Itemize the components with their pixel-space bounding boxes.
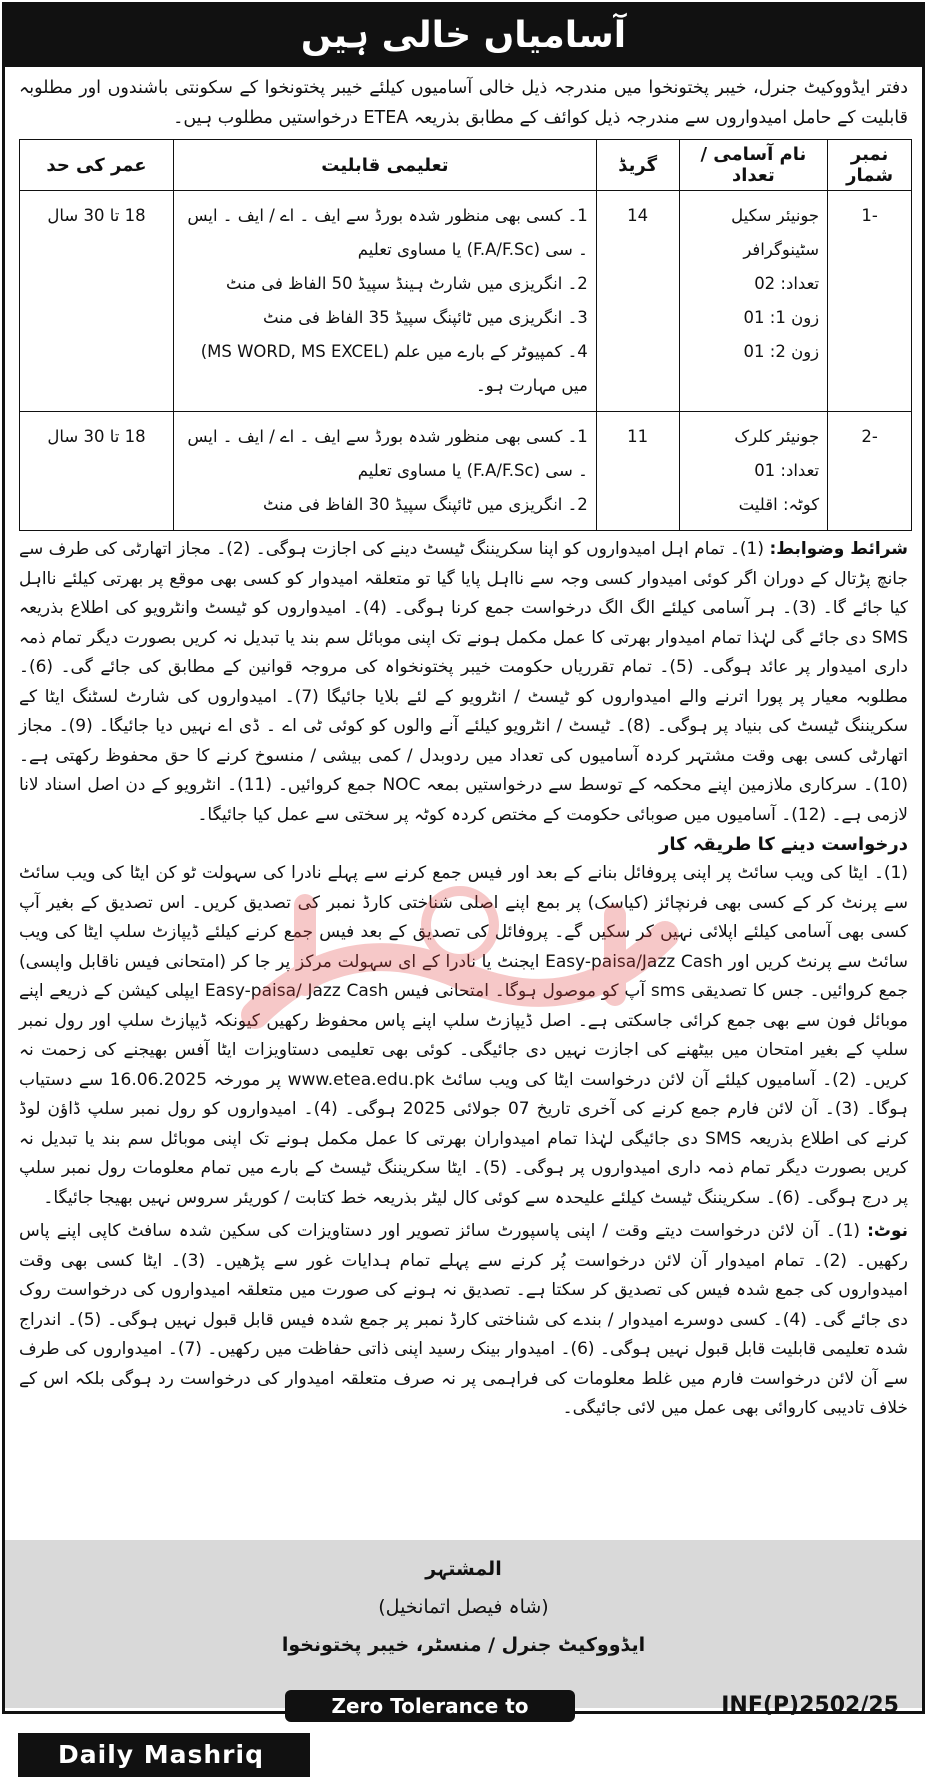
reference-number: INF(P)2502/25 bbox=[721, 1693, 899, 1718]
advertiser-label: المشتہر bbox=[425, 1558, 502, 1580]
post-count: تعداد: 01 bbox=[754, 461, 820, 480]
col-post: نام آسامی / تعداد bbox=[679, 140, 828, 191]
qualification-item: 2۔ انگریزی میں ٹائپنگ سپیڈ 30 الفاظ فی منٹ bbox=[262, 495, 588, 514]
ad-title-banner: آسامیاں خالی ہیں bbox=[5, 5, 922, 67]
terms-section bbox=[5, 531, 922, 830]
grade-cell: 11 bbox=[596, 412, 679, 531]
table-row bbox=[20, 191, 912, 412]
signature-footer bbox=[5, 1540, 922, 1708]
qualification-item: 4۔ کمپیوٹر کے بارے میں علم (MS WORD, MS EXCEL) میں مہارت ہو۔ bbox=[200, 342, 588, 395]
col-age-limit: عمر کی حد bbox=[20, 140, 174, 191]
col-serial: نمبر شمار bbox=[828, 140, 912, 191]
post-title: جونیئر سکیل سٹینوگرافر bbox=[731, 206, 820, 259]
col-grade: گریڈ bbox=[596, 140, 679, 191]
post-zone: زون 1: 01 bbox=[743, 308, 820, 327]
notes-heading: نوٹ: bbox=[867, 1221, 908, 1241]
post-cell bbox=[679, 191, 828, 412]
table-header-row bbox=[20, 140, 912, 191]
qualification-item: 3۔ انگریزی میں ٹائپنگ سپیڈ 35 الفاظ فی منٹ bbox=[262, 308, 588, 327]
advertisement bbox=[2, 2, 925, 1714]
age-cell: 18 تا 30 سال bbox=[20, 191, 174, 412]
signatory-name: (شاہ فیصل اتمانخیل) bbox=[378, 1596, 549, 1618]
post-title: جونیئر کلرک bbox=[734, 427, 820, 446]
post-zone: زون 2: 01 bbox=[743, 342, 820, 361]
posts-table bbox=[19, 139, 912, 531]
qualification-cell bbox=[174, 412, 597, 531]
notes-section bbox=[5, 1213, 922, 1424]
qualification-item: 1۔ کسی بھی منظور شدہ بورڈ سے ایف ۔ اے / ایف ۔ ایس ۔ سی (F.A/F.Sc) یا مساوی تعلیم bbox=[187, 206, 588, 259]
grade-cell: 14 bbox=[596, 191, 679, 412]
post-cell bbox=[679, 412, 828, 531]
qualification-item: 1۔ کسی بھی منظور شدہ بورڈ سے ایف ۔ اے / ایف ۔ ایس ۔ سی (F.A/F.Sc) یا مساوی تعلیم bbox=[187, 427, 588, 480]
serial-cell: -1 bbox=[828, 191, 912, 412]
table-row bbox=[20, 412, 912, 531]
terms-text: (1)۔ تمام اہل امیدواروں کو اپنا سکریننگ ٹیسٹ دینے کی اجازت ہوگی۔ (2)۔ مجاز اتھارٹی کی طرف سے جانچ پڑتال کے دوران اگر کوئی امیدوار کسی وجہ سے نااہل پایا گیا تو متعلقہ امیدوار کو کسی بھی موقع پر بھرتی کیلئے نااہل کیا جائے گا۔ (3)۔ ہر آسامی کیلئے الگ الگ درخواست جمع کرنا ہوگی۔ (4)۔ امیدواروں کو ٹیسٹ وانٹرویو کی اطلاع بذریعہ SMS دی جائے گی لہٰذا تمام امیدوار بھرتی کا عمل مکمل ہونے تک اپنی موبائل سم بند یا تبدیل نہ کریں بصورت دیگر تمام ذمہ داری امیدوار پر عائد ہوگی۔ (5)۔ تمام تقرریاں حکومت خیبر پختونخواہ کی مروجہ قوانین کے مطابق کی جائے گی۔ (6)۔ مطلوبہ معیار پر پورا اترنے والے امیدواروں کو ٹیسٹ / انٹرویو کے لئے بلایا جائیگا (7)۔ امیدواروں کی شارٹ لسٹنگ ایٹا کے سکریننگ ٹیسٹ کی بنیاد پر ہوگی۔ (8)۔ ٹیسٹ / انٹرویو کیلئے آنے والوں کو کوئی ٹی اے ۔ ڈی اے نہیں دیا جائیگا۔ (9)۔ مجاز اتھارٹی کسی بھی وقت مشتہر کردہ آسامیوں کی تعداد میں ردوبدل / کمی بیشی / منسوخ کرنے کا حق محفوظ رکھتی ہے۔ (10)۔ سرکاری ملازمین اپنے محکمہ کے توسط سے درخواستیں بمعہ NOC جمع کروائیں۔ (11)۔ انٹرویو کے دن اصل اسناد لانا لازمی ہے۔ (12)۔ آسامیوں میں صوبائی حکومت کے مختص کردہ کوٹہ پر سختی سے عمل کیا جائیگا۔ bbox=[19, 539, 909, 825]
slogan-badge: Zero Tolerance to Corruption bbox=[285, 1690, 575, 1722]
notes-text: (1)۔ آن لائن درخواست دیتے وقت / اپنی پاسپورٹ سائز تصویر اور دستاویزات کی سکین شدہ سافٹ کاپی اپنے پاس رکھیں۔ (2)۔ تمام امیدوار آن لائن درخواست پُر کرنے سے پہلے تمام ہدایات غور سے پڑھیں۔ (3)۔ ایٹا کسی بھی وقت امیدواروں کی جمع شدہ فیس کی تصدیق کر سکتا ہے۔ تصدیق نہ ہونے کی صورت میں متعلقہ امیدواروں کی درخواست روک دی جائے گی۔ (4)۔ کسی دوسرے امیدوار / بندے کی شناختی کارڈ نمبر پر جمع شدہ فیس قابل قبول نہیں ہوگی۔ (5)۔ اندراج شدہ تعلیمی قابلیت قابل قبول نہیں ہوگی۔ (6)۔ امیدوار بینک رسید اپنی ذاتی حفاظت میں رکھیں۔ (7)۔ امیدواروں کی طرف سے آن لائن درخواست فارم میں غلط معلومات کی فراہمی پر نہ صرف متعلقہ امیدوار کی درخواست رد ہوگی بلکہ اس کے خلاف تادیبی کاروائی بھی عمل میں لائی جائیگی۔ bbox=[19, 1221, 909, 1418]
signature-block bbox=[5, 1540, 922, 1664]
intro-paragraph: دفتر ایڈووکیٹ جنرل، خیبر پختونخوا میں مندرجہ ذیل خالی آسامیوں کیلئے خیبر پختونخوا کے سکونتی باشندوں اور مطلوبہ قابلیت کے حامل امیدواروں سے مندرجہ ذیل کوائف کے مطابق بذریعہ ETEA درخواستیں مطلوب ہیں۔ bbox=[19, 78, 908, 128]
post-quota: کوٹہ: اقلیت bbox=[738, 495, 820, 514]
serial-cell: -2 bbox=[828, 412, 912, 531]
qualification-cell bbox=[174, 191, 597, 412]
post-count: تعداد: 02 bbox=[754, 274, 820, 293]
procedure-heading: درخواست دینے کا طریقہ کار bbox=[659, 834, 908, 855]
col-qualification: تعلیمی قابلیت bbox=[174, 140, 597, 191]
qualification-item: 2۔ انگریزی میں شارٹ ہینڈ سپیڈ 50 الفاظ فی منٹ bbox=[226, 274, 588, 293]
age-cell: 18 تا 30 سال bbox=[20, 412, 174, 531]
terms-heading: شرائط وضوابط: bbox=[769, 539, 908, 559]
signatory-designation: ایڈووکیٹ جنرل / منسٹر، خیبر پختونخوا bbox=[281, 1634, 646, 1656]
newspaper-name: Daily Mashriq bbox=[18, 1733, 310, 1777]
procedure-text: (1)۔ ایٹا کی ویب سائٹ پر اپنی پروفائل بنانے کے بعد اور فیس جمع کرنے سے پہلے نادرا کی سہولت ٹو کن ایٹا کی ویب سائٹ سے پرنٹ کر کے کسی بھی فرنچائز (کیاسک) پر بمع اپنے اصلی شناختی کارڈ نمبر کی تصدیق کریں۔ اس تصدیق کے بغیر آپ کسی بھی آسامی کیلئے اپلائی نہیں کر سکیں گے۔ پروفائل کی تصدیق کے بعد فیس جمع کرنے کیلئے ڈیپازٹ سلپ ایٹا کی ویب سائٹ سے پرنٹ کریں اور Easy-paisa/Jazz Cash ایجنٹ یا نادرا کے ای سہولت مرکز پر جا کر (امتحانی فیس ناقابل واپسی) جمع کروائیں۔ جس کا تصدیقی sms آپ کو موصول ہوگا۔ امتحانی فیس Easy-paisa/ Jazz Cash ایپلی کیشن کے ذریعے اپنے موبائل فون سے بھی جمع کرائی جاسکتی ہے۔ اصل ڈیپازٹ سلپ اپنے پاس محفوظ رکھیں کیونکہ ڈیپازٹ سلپ اور رول نمبر سلپ کے بغیر امتحان میں بیٹھنے کی اجازت نہیں دی جائیگی۔ کوئی بھی تعلیمی دستاویزات ایٹا آفس بھیجنے کی زحمت نہ کریں۔ (2)۔ آسامیوں کیلئے آن لائن درخواست ایٹا کی ویب سائٹ www.etea.edu.pk پر مورخہ 16.06.2025 سے دستیاب ہوگا۔ (3)۔ آن لائن فارم جمع کرنے کی آخری تاریخ 07 جولائی 2025 ہوگی۔ (4)۔ امیدواروں کو رول نمبر سلپ ڈاؤن لوڈ کرنے کی اطلاع بذریعہ SMS دی جائیگی لہٰذا تمام امیدواران بھرتی کا عمل مکمل ہونے تک اپنی موبائل سم بند یا تبدیل نہ کریں بصورت دیگر تمام ذمہ داری امیدواروں پر ہوگی۔ (5)۔ ایٹا سکریننگ ٹیسٹ کے بارے میں تمام معلومات رول نمبر سلپ پر درج ہوگی۔ (6)۔ سکریننگ ٹیسٹ کیلئے علیحدہ سے کوئی کال لیٹر بذریعہ خط کتابت / کوریئر سروس نہیں بھیجا جائیگا۔ bbox=[19, 863, 908, 1208]
